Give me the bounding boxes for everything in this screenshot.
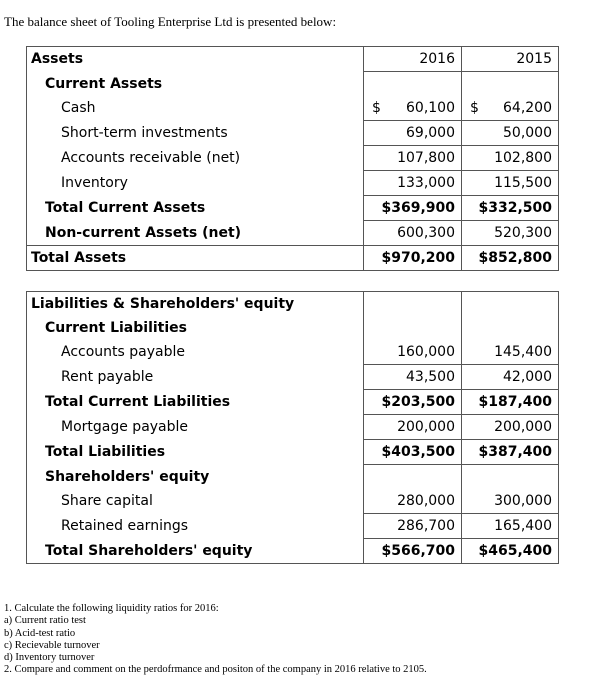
year-2015-header: 2015	[462, 47, 559, 72]
total-liabilities-label: Total Liabilities	[27, 440, 364, 465]
total-assets-label: Total Assets	[27, 246, 364, 271]
non-current-assets-2015: 520,300	[462, 221, 559, 246]
table-row	[27, 390, 559, 415]
total-current-liabilities-2015: $187,400	[462, 390, 559, 415]
current-assets-label: Current Assets	[27, 72, 364, 97]
table-row	[27, 221, 559, 246]
short-term-investments-2016: 69,000	[364, 121, 462, 146]
share-capital-2015: 300,000	[462, 489, 559, 514]
total-assets-2015: $852,800	[462, 246, 559, 271]
question-1c: c) Recievable turnover	[4, 639, 100, 651]
rent-payable-2015: 42,000	[462, 365, 559, 390]
assets-header-row	[27, 47, 559, 72]
mortgage-payable-label: Mortgage payable	[27, 415, 364, 440]
total-current-liabilities-2016: $203,500	[364, 390, 462, 415]
shareholders-equity-label: Shareholders' equity	[27, 465, 364, 490]
table-row	[27, 121, 559, 146]
short-term-investments-label: Short-term investments	[27, 121, 364, 146]
total-liabilities-2016: $403,500	[364, 440, 462, 465]
table-row	[27, 440, 559, 465]
table-row	[27, 489, 559, 514]
accounts-receivable-label: Accounts receivable (net)	[27, 146, 364, 171]
total-equity-2015: $465,400	[462, 539, 559, 564]
table-row	[27, 365, 559, 390]
liabilities-header-row	[27, 292, 559, 317]
question-1: 1. Calculate the following liquidity ratios for 2016:	[4, 603, 219, 614]
current-assets-label-row	[27, 72, 559, 97]
table-row	[27, 146, 559, 171]
non-current-assets-label: Non-current Assets (net)	[27, 221, 364, 246]
rent-payable-2016: 43,500	[364, 365, 462, 390]
share-capital-label: Share capital	[27, 489, 364, 514]
total-equity-2016: $566,700	[364, 539, 462, 564]
section-spacer	[27, 271, 559, 292]
total-equity-label: Total Shareholders' equity	[27, 539, 364, 564]
rent-payable-label: Rent payable	[27, 365, 364, 390]
total-current-assets-2016: $369,900	[364, 196, 462, 221]
table-row	[27, 415, 559, 440]
accounts-receivable-2015: 102,800	[462, 146, 559, 171]
balance-sheet	[26, 46, 558, 564]
total-current-liabilities-label: Total Current Liabilities	[27, 390, 364, 415]
accounts-payable-2016: 160,000	[364, 340, 462, 365]
dollar-sign: $	[372, 100, 381, 116]
short-term-investments-2015: 50,000	[462, 121, 559, 146]
question-1d: d) Inventory turnover	[4, 652, 95, 664]
retained-earnings-2015: 165,400	[462, 514, 559, 539]
table-row	[27, 96, 559, 121]
balance-sheet-table	[26, 46, 559, 564]
question-2: 2. Compare and comment on the perdofrmance and positon of the company in 2016 relative to 2105.	[4, 664, 427, 676]
table-row	[27, 196, 559, 221]
assets-section	[27, 47, 559, 271]
retained-earnings-2016: 286,700	[364, 514, 462, 539]
accounts-payable-2015: 145,400	[462, 340, 559, 365]
share-capital-2016: 280,000	[364, 489, 462, 514]
mortgage-payable-2016: 200,000	[364, 415, 462, 440]
table-row	[27, 171, 559, 196]
inventory-2015: 115,500	[462, 171, 559, 196]
current-liabilities-label-row	[27, 316, 559, 340]
questions	[4, 603, 427, 677]
total-current-assets-label: Total Current Assets	[27, 196, 364, 221]
cash-2016: 60,100	[406, 100, 455, 116]
accounts-receivable-2016: 107,800	[364, 146, 462, 171]
mortgage-payable-2015: 200,000	[462, 415, 559, 440]
liabilities-section	[27, 292, 559, 564]
total-liabilities-2015: $387,400	[462, 440, 559, 465]
liabilities-header: Liabilities & Shareholders' equity	[27, 292, 364, 317]
question-1a: a) Current ratio test	[4, 615, 86, 627]
cash-label: Cash	[27, 96, 364, 121]
accounts-payable-label: Accounts payable	[27, 340, 364, 365]
inventory-2016: 133,000	[364, 171, 462, 196]
equity-label-row	[27, 465, 559, 490]
table-row	[27, 340, 559, 365]
question-1b: b) Acid-test ratio	[4, 627, 76, 639]
dollar-sign: $	[470, 100, 479, 116]
non-current-assets-2016: 600,300	[364, 221, 462, 246]
total-assets-2016: $970,200	[364, 246, 462, 271]
total-current-assets-2015: $332,500	[462, 196, 559, 221]
assets-header: Assets	[27, 47, 364, 72]
current-liabilities-label: Current Liabilities	[27, 316, 364, 340]
intro-text: The balance sheet of Tooling Enterprise Ltd is presented below:	[4, 14, 337, 29]
year-2016-header: 2016	[364, 47, 462, 72]
inventory-label: Inventory	[27, 171, 364, 196]
retained-earnings-label: Retained earnings	[27, 514, 364, 539]
cash-2015: 64,200	[503, 100, 552, 116]
table-row	[27, 539, 559, 564]
table-row	[27, 514, 559, 539]
table-row	[27, 246, 559, 271]
